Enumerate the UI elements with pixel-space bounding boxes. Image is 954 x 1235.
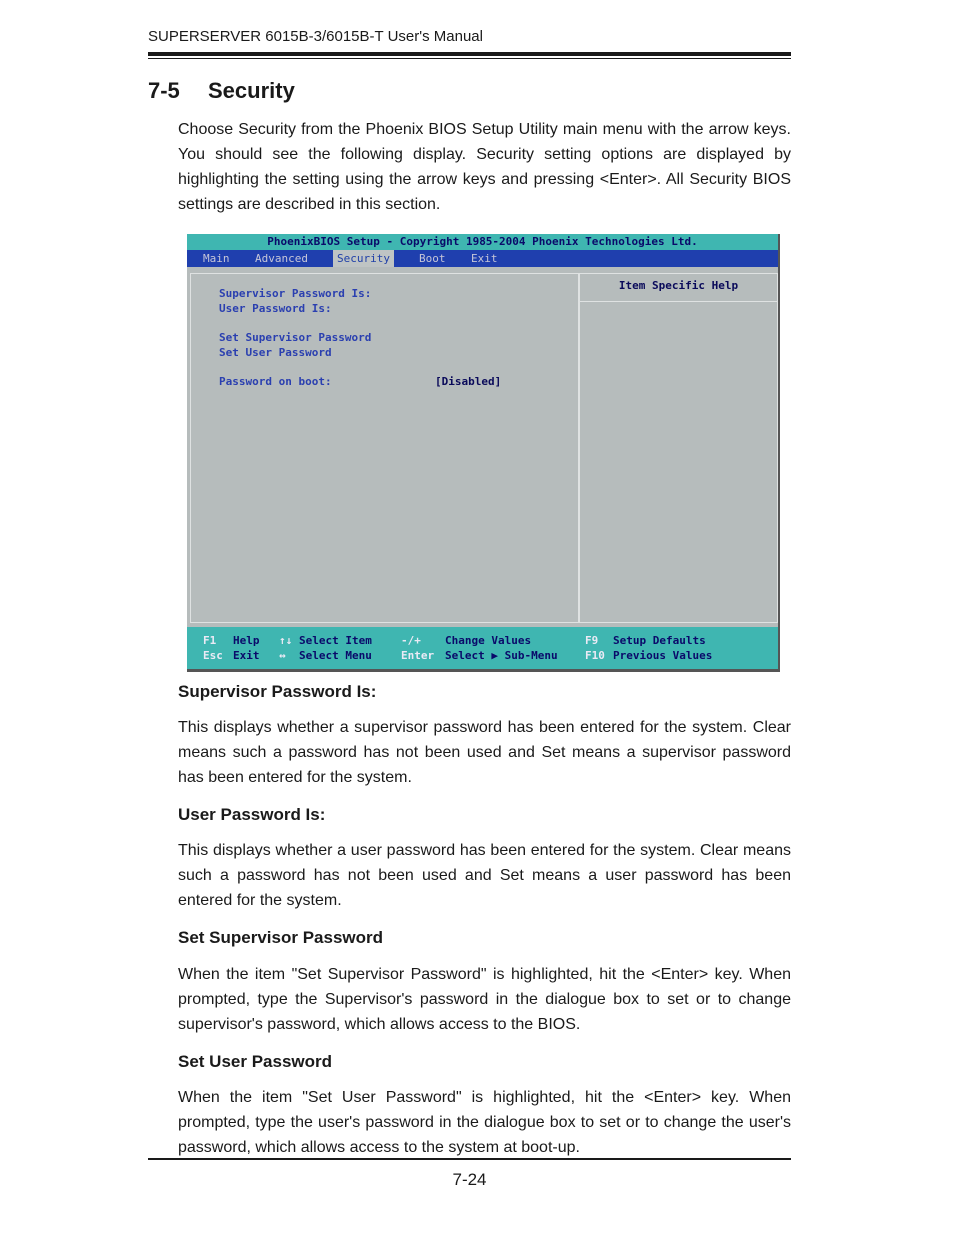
subhead-user-password-is: User Password Is: [178, 805, 326, 824]
key-leftright-label: Select Menu [299, 649, 372, 662]
bios-menu-bar [187, 250, 778, 267]
para-set-user-password: When the item "Set User Password" is highlighted, hit the <Enter> key. When prompted, type the user's password in the dialogue box to set or to change the user's password, which allows access to the system at boot-up. [178, 1089, 791, 1156]
bios-item-password-on-boot[interactable]: Password on boot: [219, 375, 332, 388]
key-f10: F10 [585, 649, 605, 662]
intro-paragraph: Choose Security from the Phoenix BIOS Setup Utility main menu with the arrow keys. You should see the following display. Security setting options are displayed by highlighting the setting using the arrow keys and pressing <Enter>. All Security BIOS settings are described in this section. [178, 121, 791, 213]
bios-item-set-supervisor-password[interactable]: Set Supervisor Password [219, 331, 372, 344]
section-number: 7-5 [148, 78, 180, 103]
bios-item-user-password-is[interactable]: User Password Is: [219, 302, 332, 315]
key-f10-label: Previous Values [613, 649, 713, 662]
key-updown: ↑↓ [279, 634, 293, 647]
page-number: 7-24 [452, 1170, 487, 1189]
key-f1-label: Help [233, 634, 260, 647]
key-esc-label: Exit [233, 649, 260, 662]
header-rule [148, 52, 791, 56]
key-plusminus: -/+ [401, 634, 421, 647]
key-f9-label: Setup Defaults [613, 634, 706, 647]
subhead-set-user-password: Set User Password [178, 1052, 333, 1071]
section-title: Security [208, 78, 295, 103]
subhead-set-supervisor-password: Set Supervisor Password [178, 928, 384, 947]
key-f1: F1 [203, 634, 217, 647]
key-esc: Esc [203, 649, 223, 662]
para-supervisor-password-is: This displays whether a supervisor password has been entered for the system. Clear means such a password has not been used and Set means a supervisor password has been entered for the system. [178, 719, 791, 786]
bios-menu-security[interactable]: Security [333, 250, 394, 267]
key-plusminus-label: Change Values [445, 634, 532, 647]
key-updown-label: Select Item [299, 634, 372, 647]
bios-title-bar: PhoenixBIOS Setup - Copyright 1985-2004 Phoenix Technologies Ltd. [187, 234, 778, 250]
bios-help-title: Item Specific Help [580, 274, 777, 302]
bios-menu-main[interactable]: Main [203, 252, 230, 265]
bios-item-supervisor-password-is[interactable]: Supervisor Password Is: [219, 287, 372, 300]
bios-item-set-user-password[interactable]: Set User Password [219, 346, 332, 359]
bios-screenshot [187, 234, 780, 672]
bios-menu-exit[interactable]: Exit [471, 252, 498, 265]
bios-value-password-on-boot[interactable]: [Disabled] [435, 375, 502, 388]
bios-help-panel [579, 273, 778, 623]
bios-menu-advanced[interactable]: Advanced [255, 252, 308, 265]
para-set-supervisor-password: When the item "Set Supervisor Password" is highlighted, hit the <Enter> key. When prompted, type the Supervisor's password in the dialogue box to set or to change supervisor's password, which allows access to the BIOS. [178, 966, 791, 1033]
header-rule-thin [148, 58, 791, 59]
key-leftright: ↔ [279, 649, 286, 662]
bios-menu-boot[interactable]: Boot [419, 252, 446, 265]
footer-rule [148, 1158, 791, 1160]
key-enter-label: Select ▶ Sub-Menu [445, 649, 558, 662]
running-header: SUPERSERVER 6015B-3/6015B-T User's Manual [148, 28, 483, 45]
section-heading [148, 78, 295, 104]
key-enter: Enter [401, 649, 435, 662]
bios-key-legend [187, 627, 778, 669]
key-f9: F9 [585, 634, 599, 647]
para-user-password-is: This displays whether a user password has been entered for the system. Clear means such a password has not been used and Set means a user password has been entered for the system. [178, 842, 791, 909]
bios-settings-panel [190, 273, 579, 623]
subhead-supervisor-password-is: Supervisor Password Is: [178, 682, 377, 701]
